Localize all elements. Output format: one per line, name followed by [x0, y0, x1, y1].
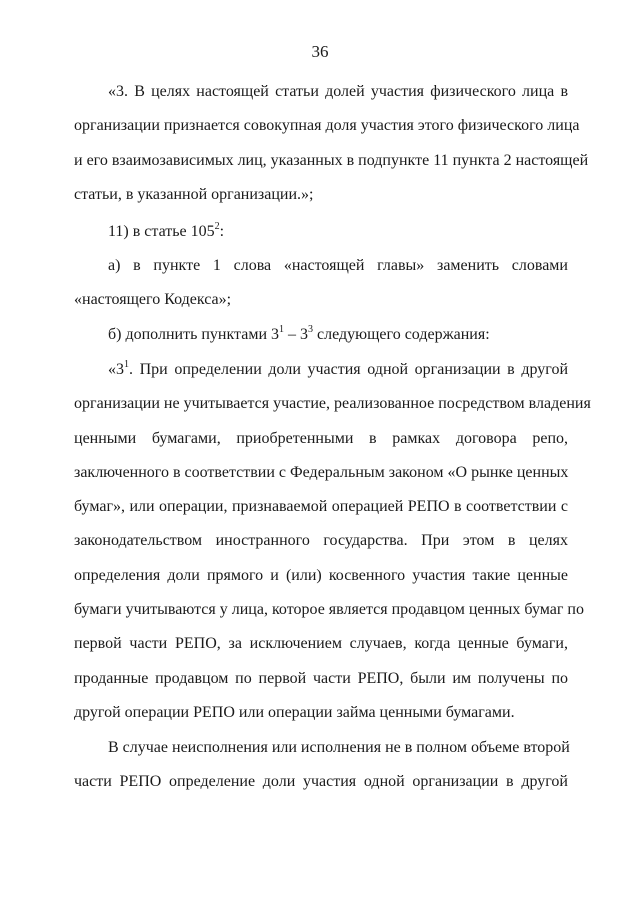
text-line: определения доли прямого и (или) косвенного участия такие ценные [74, 566, 568, 584]
superscript: 3 [308, 324, 314, 335]
text-line: ценными бумагами, приобретенными в рамках договора репо, [74, 429, 568, 447]
text-line: первой части РЕПО, за исключением случаев, когда ценные бумаги, [74, 635, 568, 653]
text-line: «настоящего Кодекса»; [74, 291, 232, 309]
text-line: проданные продавцом по первой части РЕПО, были им получены по [74, 669, 568, 687]
text-line: В случае неисполнения или исполнения не в полном объеме второй [108, 739, 570, 756]
text-line: а) в пункте 1 слова «настоящей главы» заменить словами [108, 257, 568, 274]
text-line: законодательством иностранного государства. При этом в целях [74, 532, 568, 550]
text-line: статьи, в указанной организации.»; [74, 185, 314, 203]
text-line: организации не учитывается участие, реализованное посредством владения [74, 395, 591, 413]
text-line: другой операции РЕПО или операции займа ценными бумагами. [74, 703, 515, 721]
text-line: и его взаимозависимых лиц, указанных в подпункте 11 пункта 2 настоящей [74, 151, 589, 169]
paragraph-2 [74, 215, 568, 249]
paragraph-6 [74, 731, 568, 800]
text-line: бумаги учитываются у лица, которое является продавцом ценных бумаг по [74, 601, 584, 619]
superscript: 1 [124, 359, 129, 370]
superscript: 2 [214, 221, 220, 232]
text-line: «$3^1$. При определении доли участия одной организации в другой [108, 359, 568, 378]
text-line: заключенного в соответствии с Федеральным законом «О рынке ценных [74, 463, 569, 481]
paragraph-4 [74, 318, 568, 352]
superscript: 1 [279, 324, 285, 335]
paragraph-3 [74, 249, 568, 318]
paragraph-1 [74, 75, 589, 212]
text-line: «3. В целях настоящей статьи долей участия физического лица в [108, 83, 568, 100]
text-line: бумаг», или операции, признаваемой операцией РЕПО в соответствии с [74, 498, 568, 516]
page-number: 36 [311, 42, 329, 61]
text-line: б) дополнить пунктами $3^1 - 3^3$ следующего содержания: [108, 324, 490, 343]
text-line: части РЕПО определение доли участия одной организации в другой [74, 773, 568, 791]
text-line: 11) в статье $105^2$: [108, 221, 225, 240]
text-line: организации признается совокупная доля участия этого физического лица [74, 117, 580, 135]
paragraph-5 [74, 353, 591, 730]
